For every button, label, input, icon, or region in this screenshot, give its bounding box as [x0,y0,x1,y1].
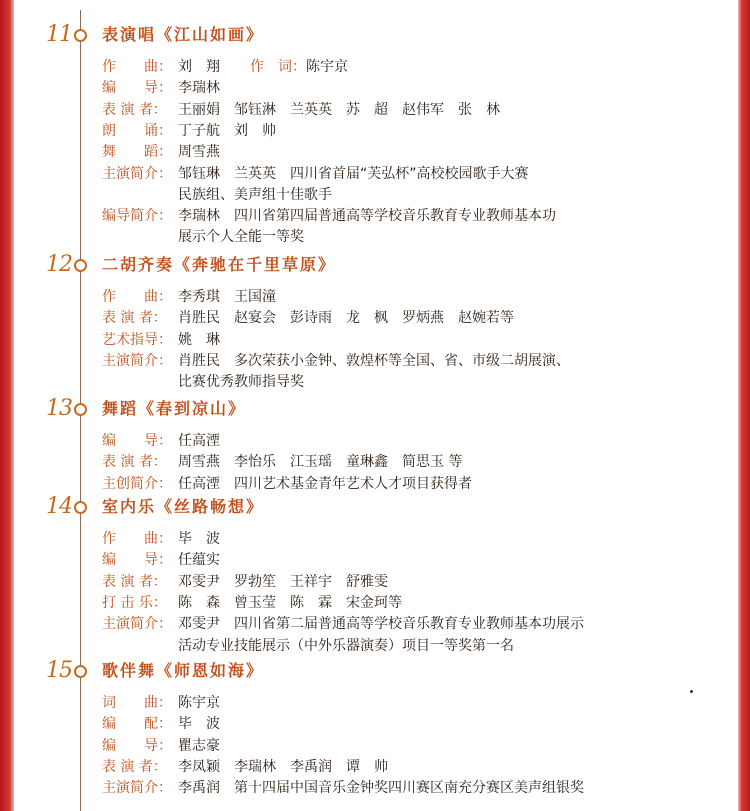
credit-value: 李凤颖 李瑞林 李禹润 谭 帅 [178,758,388,775]
credit-label: 主演简介： [102,616,172,633]
timeline-dot-icon [74,259,87,272]
credit-value: 周雪燕 [178,144,220,161]
credit-value: 毕 波 [178,716,220,733]
credit-continuation: 活动专业技能展示（中外乐器演奏）项目一等奖第一名 [178,637,514,654]
credit-row [102,287,276,308]
credit-label: 表 演 者： [102,454,167,471]
credit-value: 李瑞林 [178,80,220,97]
credit-continuation: 民族组、美声组十佳歌手 [178,186,332,203]
program-number: 12 [46,252,72,277]
credit-label: 主创简介： [102,475,172,492]
credit-row [102,757,388,778]
credit-row [102,778,584,799]
credit-value: 肖胜民 赵宴会 彭诗雨 龙 枫 罗炳燕 赵婉若等 [178,310,514,327]
credit-row [102,121,276,142]
credit-value: 陈 森 曾玉莹 陈 霖 宋金珂等 [178,594,402,611]
timeline-dot-icon [74,665,87,678]
credit-label-secondary: 作 词： [250,59,306,75]
program-number: 15 [46,658,72,683]
credit-label: 打 击 乐： [102,594,167,611]
credit-row [102,736,220,757]
credit-value-secondary: 陈宇京 [306,59,348,75]
credit-label: 编导简介： [102,208,172,225]
credit-row [102,308,514,329]
credit-label: 作 曲： [102,59,172,75]
credit-label: 朗 诵： [102,122,172,139]
credit-value: 陈宇京 [178,695,220,711]
credit-value: 邹钰琳 兰英英 四川省首届“芙弘杯”高校校园歌手大赛 [178,165,529,182]
program-number: 14 [46,494,72,519]
credit-value: 姚 琳 [178,331,220,348]
credit-row [102,693,220,714]
credit-value: 王丽娟 邹钰淋 兰英英 苏 超 赵伟军 张 林 [178,101,500,118]
dot-mark [690,690,693,693]
timeline-dot-icon [74,403,87,416]
credit-label: 编 导： [102,737,172,754]
credit-label: 编 导： [102,552,172,569]
credit-row [102,474,472,495]
credit-row [102,452,462,473]
left-red-border [0,0,14,811]
credit-value: 邓雯尹 罗勃笙 王祥宇 舒雅雯 [178,573,388,590]
credit-label: 表 演 者： [102,310,167,327]
credit-row [102,142,220,163]
credit-value: 任高湮 [178,433,220,449]
credit-row [102,330,220,351]
credit-row [102,550,220,571]
credit-value: 任蕴实 [178,552,220,569]
credit-value: 任高湮 四川艺术基金青年艺术人才项目获得者 [178,475,472,492]
credit-label: 编 导： [102,433,172,449]
credit-continuation: 比赛优秀教师指导奖 [178,374,304,391]
credit-row [102,431,220,452]
credit-value: 李瑞林 四川省第四届普通高等学校音乐教育专业教师基本功 [178,208,556,225]
program-title: 歌伴舞《师恩如海》 [102,661,265,680]
credit-label: 表 演 者： [102,573,167,590]
credit-label: 作 曲： [102,289,172,305]
credit-value: 刘 翔 [178,59,220,75]
credit-row [102,572,388,593]
credit-label: 主演简介： [102,352,172,369]
credit-value: 毕 波 [178,531,220,547]
program-title: 二胡齐奏《奔驰在千里草原》 [102,255,337,274]
credit-label: 编 导： [102,80,172,97]
credit-label: 表 演 者： [102,101,167,118]
credit-row [102,57,348,78]
program-title: 室内乐《丝路畅想》 [102,497,265,516]
credit-value: 周雪燕 李怡乐 江玉瑶 童琳鑫 简思玉 等 [178,454,463,471]
credit-value: 瞿志豪 [178,737,220,754]
credit-label: 编 配： [102,716,172,733]
credit-row [102,529,220,550]
credit-row [102,100,500,121]
credit-value: 李禹润 第十四届中国音乐金钟奖四川赛区南充分赛区美声组银奖 [178,780,584,797]
timeline-dot-icon [74,501,87,514]
credit-continuation: 展示个人全能一等奖 [178,229,304,246]
credit-value: 李秀琪 王国潼 [178,289,276,305]
credit-row [102,206,556,227]
credit-value: 邓雯尹 四川省第二届普通高等学校音乐教育专业教师基本功展示 [178,616,584,633]
timeline-dot-icon [74,29,87,42]
credit-row [102,614,584,635]
credit-label: 主演简介： [102,780,172,797]
credit-row [102,351,570,372]
credit-value: 丁子航 刘 帅 [178,122,276,139]
credit-row [102,593,402,614]
credit-value: 肖胜民 多次荣获小金钟、敦煌杯等全国、省、市级二胡展演、 [178,352,570,369]
credit-label: 作 曲： [102,531,172,547]
program-number: 11 [46,22,72,47]
credit-row [102,164,529,185]
credit-label: 表 演 者： [102,758,167,775]
right-red-border [738,0,750,811]
program-title: 表演唱《江山如画》 [102,25,265,44]
credit-row [102,714,220,735]
credit-row [102,78,220,99]
credit-label: 主演简介： [102,165,172,182]
credit-label: 艺术指导： [102,331,172,348]
credit-label: 词 曲： [102,695,172,711]
credit-label: 舞 蹈： [102,144,172,161]
program-title: 舞蹈《春到凉山》 [102,399,247,418]
program-number: 13 [46,396,72,421]
